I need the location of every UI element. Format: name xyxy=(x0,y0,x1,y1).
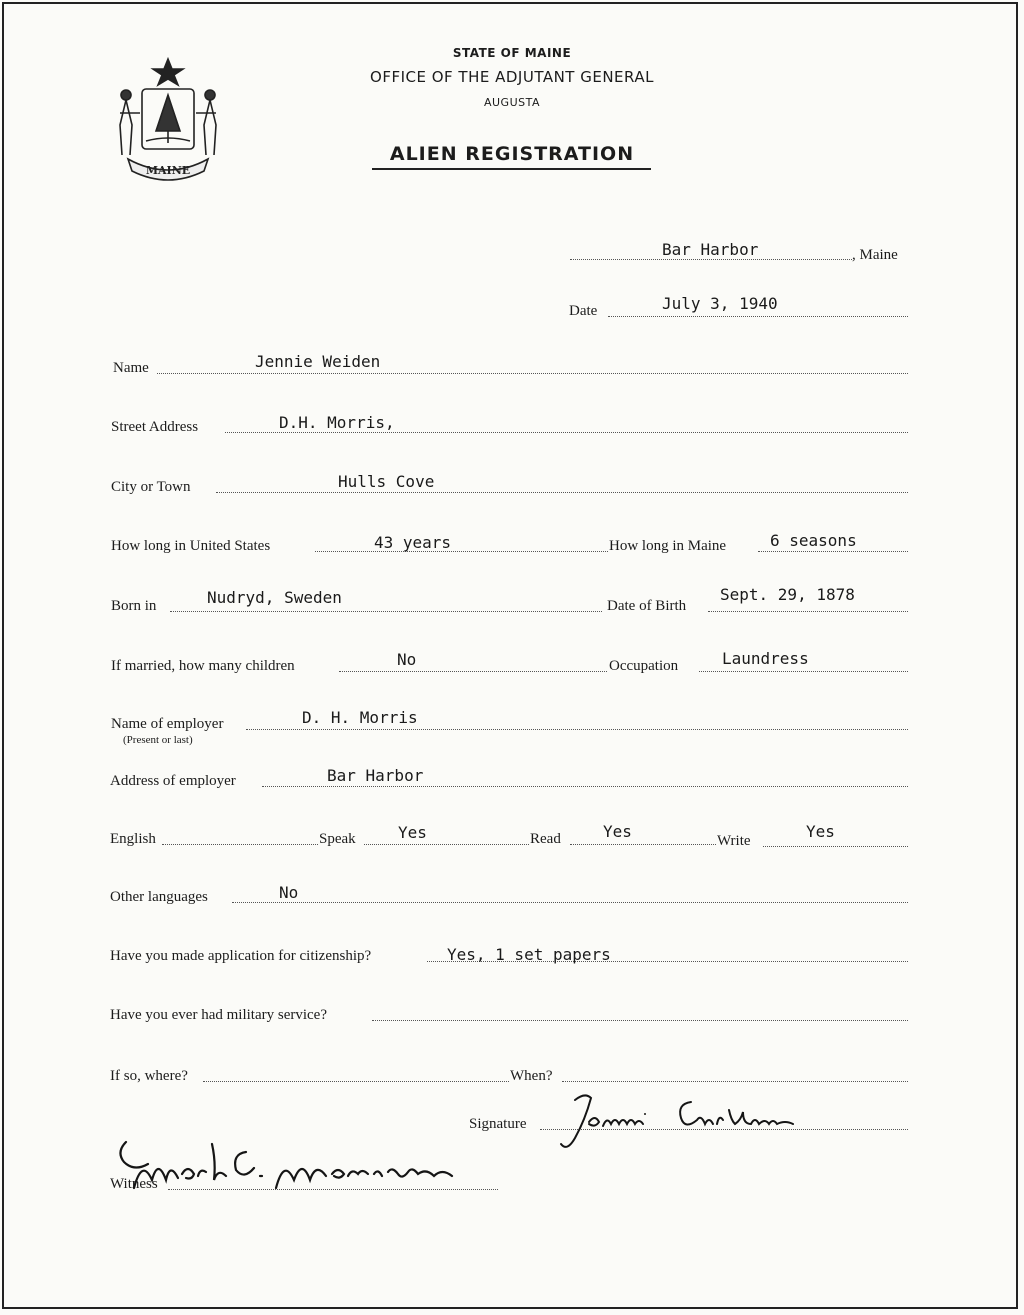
dob-label: Date of Birth xyxy=(607,598,687,614)
dob-value: Sept. 29, 1878 xyxy=(720,585,855,604)
employer-value: D. H. Morris xyxy=(302,708,418,727)
form-title: ALIEN REGISTRATION xyxy=(389,143,635,165)
city-value: Hulls Cove xyxy=(338,472,435,491)
employer-label: Name of employer xyxy=(111,716,224,732)
date-value: July 3, 1940 xyxy=(662,294,778,313)
where-label: If so, where? xyxy=(110,1068,188,1084)
read-label: Read xyxy=(530,831,561,847)
signature-image xyxy=(545,1090,835,1160)
citizenship-label: Have you made application for citizenship? xyxy=(110,948,372,964)
maine-time-value: 6 seasons xyxy=(770,531,857,550)
place-value: Bar Harbor xyxy=(662,240,759,259)
employer-address-value: Bar Harbor xyxy=(327,766,424,785)
witness-signature-image xyxy=(112,1128,492,1208)
city-label: City or Town xyxy=(111,479,191,495)
street-value: D.H. Morris, xyxy=(279,413,395,432)
military-label: Have you ever had military service? xyxy=(110,1007,327,1023)
citizenship-value: Yes, 1 set papers xyxy=(447,945,611,964)
us-time-label: How long in United States xyxy=(111,538,271,554)
header-office: OFFICE OF THE ADJUTANT GENERAL xyxy=(370,68,654,86)
write-label: Write xyxy=(717,833,751,849)
english-label: English xyxy=(110,831,156,847)
speak-value: Yes xyxy=(398,823,427,842)
place-suffix: , Maine xyxy=(852,247,898,263)
document-border xyxy=(2,2,1018,1309)
speak-label: Speak xyxy=(319,831,356,847)
other-languages-value: No xyxy=(279,883,299,902)
maine-seal-icon xyxy=(112,55,224,187)
maine-time-label: How long in Maine xyxy=(609,538,727,554)
occupation-value: Laundress xyxy=(722,649,809,668)
read-value: Yes xyxy=(603,822,632,841)
other-languages-label: Other languages xyxy=(110,889,208,905)
occupation-label: Occupation xyxy=(609,658,679,674)
date-label: Date xyxy=(569,303,598,319)
witness-label: Witness xyxy=(110,1176,158,1192)
born-label: Born in xyxy=(111,598,157,614)
employer-address-label: Address of employer xyxy=(110,773,236,789)
children-value: No xyxy=(397,650,417,669)
signature-label: Signature xyxy=(469,1116,527,1132)
svg-text:MAINE: MAINE xyxy=(145,164,191,177)
born-value: Nudryd, Sweden xyxy=(207,588,342,607)
employer-note: (Present or last) xyxy=(123,734,193,746)
name-value: Jennie Weiden xyxy=(255,352,381,371)
street-label: Street Address xyxy=(111,419,199,435)
us-time-value: 43 years xyxy=(374,533,452,552)
when-label: When? xyxy=(510,1068,553,1084)
name-label: Name xyxy=(113,360,149,376)
title-underline xyxy=(372,168,651,170)
write-value: Yes xyxy=(806,822,835,841)
children-label: If married, how many children xyxy=(111,658,295,674)
header-city: AUGUSTA xyxy=(483,96,541,109)
header-state: STATE OF MAINE xyxy=(452,46,572,60)
